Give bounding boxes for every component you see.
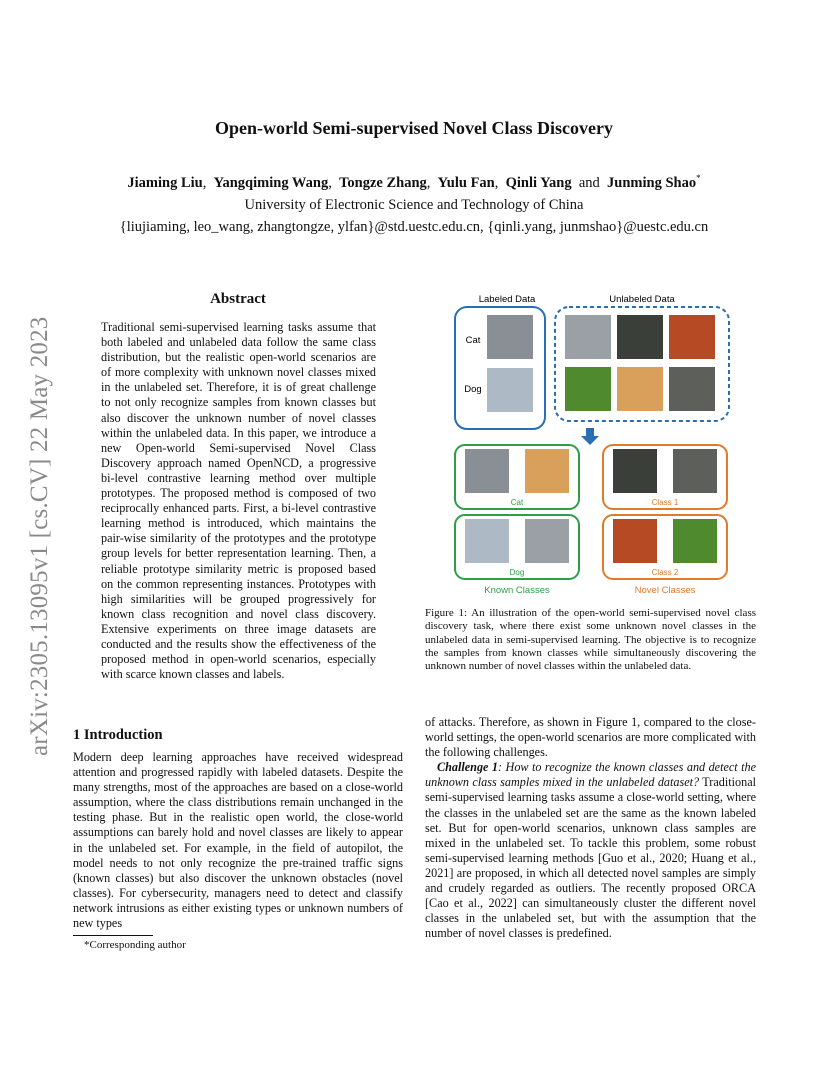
author-conj: and [578, 174, 600, 191]
affiliation: University of Electronic Science and Technology of China [244, 197, 584, 213]
intro-heading: 1 Introduction [73, 727, 163, 743]
fig-unlabeled-title: Unlabeled Data [609, 294, 675, 305]
unlabeled-cat-image [617, 367, 663, 411]
author-emails: {liujiaming, leo_wang, zhangtongze, ylfan}@std.uestc.edu.cn, {qinli.yang, junmshao}@uestc.edu.cn [119, 219, 709, 235]
fig-novel-classes-label: Novel Classes [634, 585, 696, 595]
right-paragraph-1: of attacks. Therefore, as shown in Figure 1, compared to the close-world settings, the open-world scenarios are more complicated with the following challenges. [425, 715, 756, 760]
fig-known-classes-label: Known Classes [484, 585, 550, 595]
fig-class2-label: Class 2 [651, 568, 679, 577]
abstract-heading: Abstract [210, 291, 266, 307]
figure-caption: Figure 1: An illustration of the open-world semi-supervised novel class discovery task, where there exist some unknown novel classes in the unlabeled data in semi-supervised learning. The objective is to recognize the samples from known classes while simultaneously discovering the unknown number of novel classes within the unlabeled data. [425, 607, 756, 673]
author-list: Jiaming Liu, Yangqiming Wang, Tongze Zhang, Yulu Fan, Qinli Yang and Junming Shao* [127, 173, 701, 191]
novel-class1-image-2 [673, 449, 717, 493]
intro-body: Modern deep learning approaches have received widespread attention and progressed rapidly with labeled datasets. Despite the many strengths, most of the approaches are based on a close-world assumption, where the class distributions remain unchanged in the testing phase. But in the realistic open world, the close-world assumptions can barely hold and novel classes are likely to appear in the unlabeled set. For example, in the field of autopilot, the model needs to not only recognize the pre-trained traffic signs (known classes) but also discover the unknown obstacles (novel classes). For cybersecurity, managers need to detect and classify network intrusions as either existing types or unknown numbers of new types [73, 750, 403, 931]
known-cat-image-2 [525, 449, 569, 493]
known-dog-image-2 [525, 519, 569, 563]
author-5: Qinli Yang [505, 174, 572, 191]
author-4: Yulu Fan [437, 174, 495, 191]
fig-known-dog-label: Dog [509, 568, 525, 577]
novel-class1-image-1 [613, 449, 657, 493]
paper-title: Open-world Semi-supervised Novel Class Discovery [215, 118, 613, 138]
author-1: Jiaming Liu [127, 174, 203, 191]
dog-image [487, 368, 533, 412]
cat-image [487, 315, 533, 359]
unlabeled-panda-image [617, 315, 663, 359]
unlabeled-redpanda-image [669, 315, 715, 359]
down-arrow-icon [581, 428, 599, 445]
fig-dog-label: Dog [464, 384, 482, 395]
fig-class1-label: Class 1 [651, 498, 679, 507]
unlabeled-husky-image [565, 315, 611, 359]
novel-class2-image-1 [613, 519, 657, 563]
fig-labeled-title: Labeled Data [478, 294, 536, 305]
known-cat-image-1 [465, 449, 509, 493]
unlabeled-redpanda2-image [565, 367, 611, 411]
author-6: Junming Shao [607, 174, 697, 191]
challenge-label: Challenge 1 [437, 760, 499, 775]
figure-1 [445, 285, 745, 595]
author-2: Yangqiming Wang [213, 174, 329, 191]
novel-class2-image-2 [673, 519, 717, 563]
arxiv-stamp: arXiv:2305.13095v1 [cs.CV] 22 May 2023 [26, 316, 53, 756]
fig-cat-label: Cat [465, 335, 481, 346]
challenge-question: : How to recognize the known classes and detect the unknown class samples mixed in the unlabeled dataset? [425, 760, 757, 790]
fig-known-cat-label: Cat [510, 498, 524, 507]
known-dog-image-1 [465, 519, 509, 563]
right-column-body [425, 715, 756, 941]
unlabeled-panda2-image [669, 367, 715, 411]
abstract-body: Traditional semi-supervised learning tasks assume that both labeled and unlabeled data follow the same class distribution, but the realistic open-world scenarios are of more complexity with unknown novel classes mixed in the unlabeled set. Therefore, it is of great challenge to not only recognize samples from known classes but also discover the unknown number of novel classes within the unlabeled data. In this paper, we introduce a new Open-world Semi-supervised Novel Class Discovery approach named OpenNCD, a progressive bi-level contrastive learning method over multiple prototypes. The proposed method is composed of two reciprocally enhanced parts. First, a bi-level contrastive learning method is introduced, which maintains the pair-wise similarity of the prototypes and the prototype group levels for better representation learning. Then, a reliable prototype similarity metric is proposed based on the common representing instances. Prototypes with high similarities will be grouped progressively for known class recognition and novel class discovery. Extensive experiments on three image datasets are conducted and the results show the effectiveness of the proposed method in open-world scenarios, especially with scarce known classes and labels. [101, 320, 376, 682]
right-paragraph-2: Traditional semi-supervised learning tasks assume a close-world setting, where the classes in the unlabeled set are the same as the known labeled set. But for open-world scenarios, unknown class samples are mixed in the unlabeled set. To tackle this problem, some robust semi-supervised learning methods [Guo et al., 2020; Huang et al., 2021] are proposed, in which all detected novel samples are simply and crudely regarded as outliers. The recently proposed ORCA [Cao et al., 2022] can simultaneously cluster the different novel classes in the unlabeled set, but with the assumption that the number of novel classes is predefined. [425, 775, 757, 941]
footnote-rule [73, 935, 153, 936]
footnote: *Corresponding author [84, 939, 186, 951]
author-3: Tongze Zhang [339, 174, 427, 191]
